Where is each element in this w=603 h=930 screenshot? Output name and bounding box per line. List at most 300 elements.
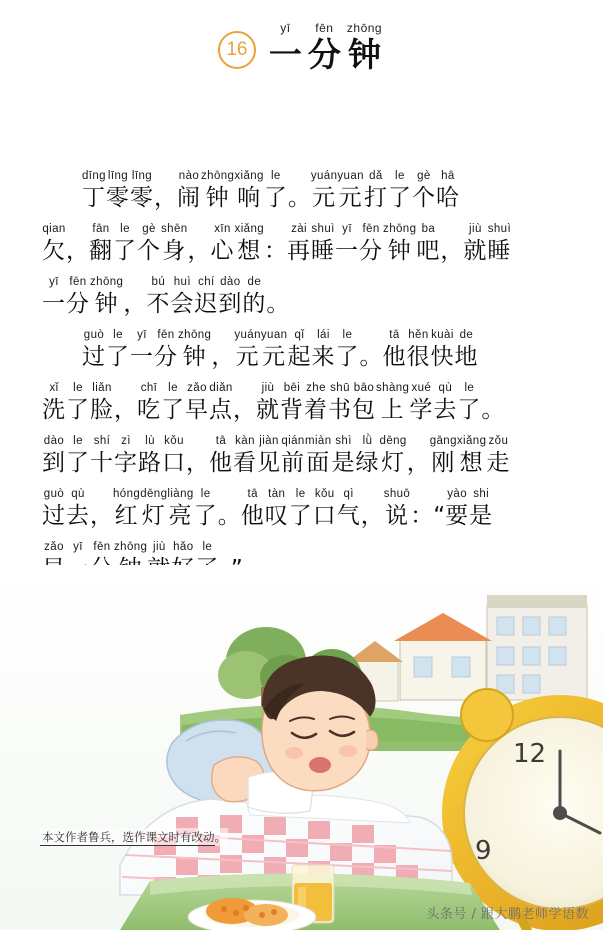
text-line: [0, 160, 603, 213]
hanzi: 很: [406, 344, 431, 370]
pinyin: le: [200, 488, 211, 500]
hanzi: 点: [209, 397, 233, 423]
pinyin-hanzi-pair: [256, 381, 280, 425]
pinyin-hanzi-pair: [281, 434, 305, 478]
pinyin-hanzi-pair: [42, 381, 66, 425]
pinyin: qù: [71, 488, 85, 500]
pinyin: shuì: [311, 223, 335, 235]
hanzi: ，: [211, 344, 235, 370]
pinyin-hanzi-pair: [382, 328, 406, 372]
punctuation: [123, 275, 146, 319]
hanzi: 起: [287, 344, 312, 370]
hanzi: 。: [481, 397, 505, 423]
pinyin: zì: [121, 435, 131, 447]
hanzi: ：: [264, 238, 288, 264]
pinyin-hanzi-pair: [185, 381, 209, 425]
pinyin-hanzi-pair: [138, 434, 162, 478]
pinyin-hanzi-pair: [376, 381, 409, 425]
hanzi: 睡: [311, 238, 336, 264]
pinyin-hanzi-pair: [433, 381, 457, 425]
title-hanzi-1: 一: [268, 35, 302, 74]
punctuation: [288, 169, 311, 213]
hanzi: 过: [42, 503, 66, 529]
hanzi: 十: [90, 450, 114, 476]
hanzi: 。: [217, 503, 241, 529]
hanzi: 分: [66, 291, 90, 317]
hanzi: 灯: [381, 450, 406, 476]
pinyin-hanzi-pair: [161, 222, 188, 266]
pinyin: dào: [220, 276, 241, 288]
hanzi: 到: [218, 291, 243, 317]
pinyin: zǒu: [488, 435, 509, 447]
pinyin-hanzi-pair: [90, 434, 114, 478]
hanzi: 红: [114, 503, 139, 529]
hanzi: 背: [280, 397, 304, 423]
pinyin: fān: [92, 223, 110, 235]
pinyin: gè: [417, 170, 431, 182]
hanzi: ，: [187, 238, 211, 264]
hanzi: 地: [454, 344, 479, 370]
pinyin: yī: [342, 223, 352, 235]
hanzi: 钟: [205, 185, 230, 211]
hanzi: 零: [130, 185, 154, 211]
watermark: 头条号 / 跟大鹏老师学语数: [426, 907, 589, 922]
pinyin: miàn: [305, 435, 332, 447]
punctuation: [188, 222, 211, 266]
hanzi: 快: [430, 344, 455, 370]
hanzi: 书: [328, 397, 352, 423]
pinyin-hanzi-pair: [436, 169, 460, 213]
hanzi: 前: [281, 450, 305, 476]
hanzi: 是: [331, 450, 356, 476]
pinyin-hanzi-pair: [140, 487, 167, 531]
pinyin: hóng: [113, 488, 141, 500]
pinyin-hanzi-pair: [42, 222, 66, 266]
pinyin: līng: [107, 170, 129, 182]
pinyin-hanzi-pair: [416, 222, 440, 266]
pinyin-hanzi-pair: [289, 487, 313, 531]
hanzi: 要: [445, 503, 470, 529]
hanzi: 丁: [82, 185, 106, 211]
hanzi: ，: [360, 503, 384, 529]
punctuation: [264, 222, 287, 266]
pinyin: qǐ: [294, 329, 305, 341]
pinyin-hanzi-pair: [66, 381, 90, 425]
pinyin-hanzi-pair: [66, 434, 90, 478]
punctuation: [218, 487, 241, 531]
pinyin-hanzi-pair: [383, 222, 416, 266]
pinyin: bēi: [283, 382, 301, 394]
pinyin-hanzi-pair: [380, 434, 407, 478]
pinyin: shí: [93, 435, 111, 447]
pinyin: qù: [438, 382, 453, 394]
pinyin: xīn: [214, 223, 231, 235]
pinyin: liǎn: [92, 382, 112, 394]
pinyin: dào: [43, 435, 65, 447]
pinyin-hanzi-pair: [130, 169, 154, 213]
pinyin-hanzi-pair: [82, 169, 106, 213]
pinyin-hanzi-pair: [194, 275, 218, 319]
hanzi: 路: [138, 450, 162, 476]
hanzi: 亮: [168, 503, 193, 529]
hanzi: 个: [137, 238, 161, 264]
hanzi: 响: [237, 185, 262, 211]
punctuation: [410, 487, 445, 531]
pinyin: jiàn: [259, 435, 279, 447]
pinyin-hanzi-pair: [454, 328, 478, 372]
pinyin: shi: [473, 488, 490, 500]
pinyin: fēn: [93, 541, 111, 553]
pinyin-hanzi-pair: [106, 328, 130, 372]
pinyin-hanzi-pair: [311, 169, 338, 213]
pinyin-hanzi-pair: [90, 381, 114, 425]
pinyin: tā: [389, 329, 400, 341]
hanzi: ：“: [410, 503, 446, 529]
pinyin: fēn: [362, 223, 380, 235]
pinyin-hanzi-pair: [412, 169, 436, 213]
pinyin-hanzi-pair: [359, 222, 383, 266]
pinyin: le: [120, 223, 130, 235]
hanzi: 想: [237, 238, 262, 264]
pinyin: lái: [317, 329, 330, 341]
pinyin-hanzi-pair: [201, 169, 234, 213]
pinyin: bāo: [353, 382, 375, 394]
hanzi: ，: [233, 397, 256, 423]
pinyin: le: [73, 435, 83, 447]
pinyin: zài: [291, 223, 307, 235]
pinyin: tàn: [268, 488, 286, 500]
hanzi: 钟: [182, 344, 207, 370]
pinyin: jiù: [469, 223, 482, 235]
pinyin-hanzi-pair: [457, 381, 481, 425]
pinyin-hanzi-pair: [130, 328, 154, 372]
hanzi: 上: [380, 397, 405, 423]
pinyin-hanzi-pair: [146, 275, 170, 319]
lesson-number-badge: 16: [218, 31, 256, 69]
hanzi: 睡: [487, 238, 512, 264]
hanzi: 脸: [90, 397, 114, 423]
hanzi: 不: [146, 291, 171, 317]
pinyin-hanzi-pair: [137, 381, 161, 425]
pinyin-hanzi-pair: [280, 381, 304, 425]
pinyin-hanzi-pair: [487, 222, 511, 266]
hanzi: 了: [335, 344, 360, 370]
hanzi: 哈: [435, 185, 460, 211]
pinyin-hanzi-pair: [82, 328, 106, 372]
pinyin-hanzi-pair: [218, 275, 242, 319]
pinyin-hanzi-pair: [242, 275, 266, 319]
pinyin: le: [270, 170, 281, 182]
pinyin: dīng: [82, 170, 106, 182]
pinyin-hanzi-pair: [337, 487, 361, 531]
pinyin: qì: [343, 488, 354, 500]
hanzi: 闹: [177, 185, 201, 211]
pinyin: bú: [151, 276, 166, 288]
hanzi: 见: [257, 450, 281, 476]
pinyin-hanzi-pair: [66, 487, 90, 531]
pinyin: fēn: [69, 276, 87, 288]
pinyin: le: [464, 382, 475, 394]
title-characters: [266, 22, 385, 73]
pinyin-hanzi-pair: [335, 328, 359, 372]
hanzi: 包: [352, 397, 376, 423]
hanzi: 洗: [42, 397, 66, 423]
pinyin: kǒu: [314, 488, 335, 500]
hanzi: 叹: [264, 503, 289, 529]
pinyin: kuài: [431, 329, 454, 341]
hanzi: 过: [82, 344, 106, 370]
pinyin-hanzi-pair: [305, 434, 332, 478]
pinyin: guò: [83, 329, 105, 341]
pinyin-hanzi-pair: [113, 487, 140, 531]
pinyin-hanzi-pair: [42, 275, 66, 319]
lesson-body-text: [0, 160, 603, 584]
hanzi: 到: [42, 450, 66, 476]
footnote-rule: [40, 845, 215, 846]
hanzi: 了: [161, 397, 185, 423]
pinyin: yī: [73, 541, 83, 553]
hanzi: 一: [130, 344, 154, 370]
pinyin-hanzi-pair: [241, 487, 265, 531]
hanzi: 元: [262, 344, 287, 370]
pinyin-hanzi-pair: [194, 487, 218, 531]
punctuation: [90, 487, 113, 531]
punctuation: [154, 169, 177, 213]
pinyin-hanzi-pair: [406, 328, 430, 372]
pinyin: xiǎng: [234, 170, 264, 182]
pinyin-hanzi-pair: [234, 328, 261, 372]
text-line: [0, 372, 603, 425]
pinyin: diǎn: [209, 382, 233, 394]
pinyin-hanzi-pair: [209, 434, 233, 478]
pinyin: le: [113, 329, 123, 341]
title-pinyin-2: fēn: [315, 21, 334, 35]
pinyin: qián: [281, 435, 305, 447]
hanzi: 就: [256, 397, 280, 423]
pinyin-hanzi-pair: [430, 328, 454, 372]
pinyin: guò: [43, 488, 65, 500]
hanzi: 了: [288, 503, 313, 529]
hanzi: 。: [359, 344, 383, 370]
pinyin: le: [342, 329, 353, 341]
pinyin-hanzi-pair: [287, 328, 311, 372]
hanzi: 元: [312, 185, 337, 211]
pinyin: yuán: [234, 329, 261, 341]
hanzi: 个: [411, 185, 436, 211]
pinyin: xué: [411, 382, 432, 394]
pinyin: qian: [42, 223, 66, 235]
pinyin-hanzi-pair: [170, 275, 194, 319]
pinyin: zhōng: [383, 223, 417, 235]
pinyin: le: [395, 170, 405, 182]
hanzi: 欠: [42, 238, 66, 264]
punctuation: [114, 381, 137, 425]
pinyin: zǎo: [187, 382, 207, 394]
pinyin: nào: [178, 170, 200, 182]
title-char-2: [308, 22, 341, 73]
hanzi: 来: [311, 344, 336, 370]
pinyin: kàn: [235, 435, 255, 447]
pinyin: shì: [335, 435, 352, 447]
pinyin: shuì: [487, 223, 512, 235]
hanzi: ，: [406, 450, 430, 476]
pinyin-hanzi-pair: [161, 381, 185, 425]
hanzi: 打: [363, 185, 388, 211]
punctuation: [440, 222, 463, 266]
pinyin-hanzi-pair: [364, 169, 388, 213]
pinyin: de: [459, 329, 474, 341]
hanzi: 绿: [355, 450, 380, 476]
title-hanzi-3: 钟: [347, 35, 381, 74]
pinyin-hanzi-pair: [233, 434, 257, 478]
hanzi: 字: [114, 450, 138, 476]
punctuation: [66, 222, 89, 266]
pinyin-hanzi-pair: [445, 487, 469, 531]
pinyin-hanzi-pair: [106, 169, 130, 213]
punctuation: [266, 275, 289, 319]
hanzi: 吧: [416, 238, 441, 264]
hanzi: 口: [162, 450, 186, 476]
pinyin: chí: [198, 276, 215, 288]
pinyin-hanzi-pair: [457, 434, 487, 478]
pinyin: shū: [330, 382, 350, 394]
pinyin: huì: [173, 276, 191, 288]
pinyin-hanzi-pair: [167, 487, 193, 531]
hanzi: 面: [306, 450, 331, 476]
hanzi: 就: [463, 238, 488, 264]
title-char-1: [269, 22, 302, 73]
hanzi: 他: [240, 503, 265, 529]
pinyin: zǎo: [44, 541, 64, 553]
pinyin: hǎo: [173, 541, 194, 553]
illustration: [0, 565, 603, 930]
pinyin-hanzi-pair: [209, 381, 233, 425]
hanzi: 钟: [387, 238, 412, 264]
pinyin: xiǎng: [456, 435, 487, 447]
pinyin-hanzi-pair: [311, 222, 335, 266]
pinyin: de: [247, 276, 262, 288]
pinyin: shàng: [376, 382, 410, 394]
pinyin-hanzi-pair: [154, 328, 178, 372]
pinyin: tā: [247, 488, 258, 500]
hanzi: 说: [384, 503, 409, 529]
pinyin: dēng: [379, 435, 407, 447]
hanzi: 了: [387, 185, 412, 211]
hanzi: 着: [304, 397, 328, 423]
pinyin-hanzi-pair: [430, 434, 457, 478]
title-pinyin-3: zhōng: [346, 21, 383, 35]
hanzi: 。: [287, 185, 311, 211]
hanzi: 的: [242, 291, 267, 317]
pinyin-hanzi-pair: [90, 275, 123, 319]
hanzi: 了: [106, 344, 130, 370]
pinyin-hanzi-pair: [287, 222, 311, 266]
pinyin: zhe: [306, 382, 326, 394]
pinyin: hā: [441, 170, 455, 182]
pinyin: dēng: [140, 488, 168, 500]
pinyin: le: [295, 488, 306, 500]
pinyin-hanzi-pair: [114, 434, 138, 478]
hanzi: 翻: [89, 238, 113, 264]
hanzi: 零: [106, 185, 130, 211]
pinyin-hanzi-pair: [137, 222, 161, 266]
hanzi: ，: [114, 397, 137, 423]
pinyin-hanzi-pair: [311, 328, 335, 372]
punctuation: [481, 381, 504, 425]
pinyin-hanzi-pair: [235, 222, 265, 266]
hanzi: ，: [66, 238, 89, 264]
punctuation: [211, 328, 234, 372]
pinyin-hanzi-pair: [337, 169, 364, 213]
hanzi: 会: [170, 291, 195, 317]
hanzi: 口: [312, 503, 337, 529]
hanzi: 想: [459, 450, 484, 476]
pinyin: gāng: [429, 435, 457, 447]
pinyin-hanzi-pair: [264, 169, 288, 213]
hanzi: 刚: [431, 450, 456, 476]
hanzi: 他: [209, 450, 233, 476]
pinyin-hanzi-pair: [409, 381, 433, 425]
pinyin: xǐ: [49, 382, 59, 394]
hanzi: 分: [154, 344, 178, 370]
hanzi: 了: [66, 397, 90, 423]
hanzi: 是: [469, 503, 494, 529]
pinyin: zhōng: [178, 329, 212, 341]
hanzi: 钟: [94, 291, 119, 317]
hanzi: ，: [440, 238, 464, 264]
pinyin: chī: [140, 382, 158, 394]
pinyin: hěn: [408, 329, 429, 341]
pinyin-hanzi-pair: [261, 328, 288, 372]
pinyin-hanzi-pair: [469, 487, 493, 531]
hanzi: 去: [66, 503, 90, 529]
pinyin: lù: [145, 435, 155, 447]
text-line: [0, 478, 603, 531]
pinyin: zhōng: [114, 541, 148, 553]
hanzi: 学: [409, 397, 434, 423]
clock-number-9: 9: [475, 836, 492, 866]
text-line: [0, 213, 603, 266]
hanzi: 早: [185, 397, 209, 423]
pinyin-hanzi-pair: [356, 434, 380, 478]
pinyin: shēn: [161, 223, 188, 235]
pinyin: jiù: [152, 541, 166, 553]
pinyin: yuan: [337, 170, 364, 182]
pinyin-hanzi-pair: [177, 169, 201, 213]
hanzi: 一: [42, 291, 66, 317]
pinyin: līng: [131, 170, 153, 182]
hanzi: 他: [382, 344, 407, 370]
pinyin-hanzi-pair: [234, 169, 264, 213]
pinyin: yī: [49, 276, 59, 288]
pinyin: xiǎng: [234, 223, 265, 235]
hanzi: 再: [287, 238, 312, 264]
pinyin-hanzi-pair: [66, 275, 90, 319]
text-line: [0, 266, 603, 319]
pinyin-hanzi-pair: [265, 487, 289, 531]
pinyin: kǒu: [164, 435, 184, 447]
hanzi: 元: [338, 185, 363, 211]
text-line: [0, 425, 603, 478]
pinyin: le: [73, 382, 83, 394]
pinyin-hanzi-pair: [313, 487, 337, 531]
footnote-text: 本文作者鲁兵，选作课文时有改动。: [42, 830, 226, 844]
pinyin-hanzi-pair: [42, 487, 66, 531]
hanzi: 吃: [137, 397, 161, 423]
hanzi: 心: [210, 238, 235, 264]
pinyin-hanzi-pair: [486, 434, 510, 478]
hanzi: 去: [433, 397, 458, 423]
